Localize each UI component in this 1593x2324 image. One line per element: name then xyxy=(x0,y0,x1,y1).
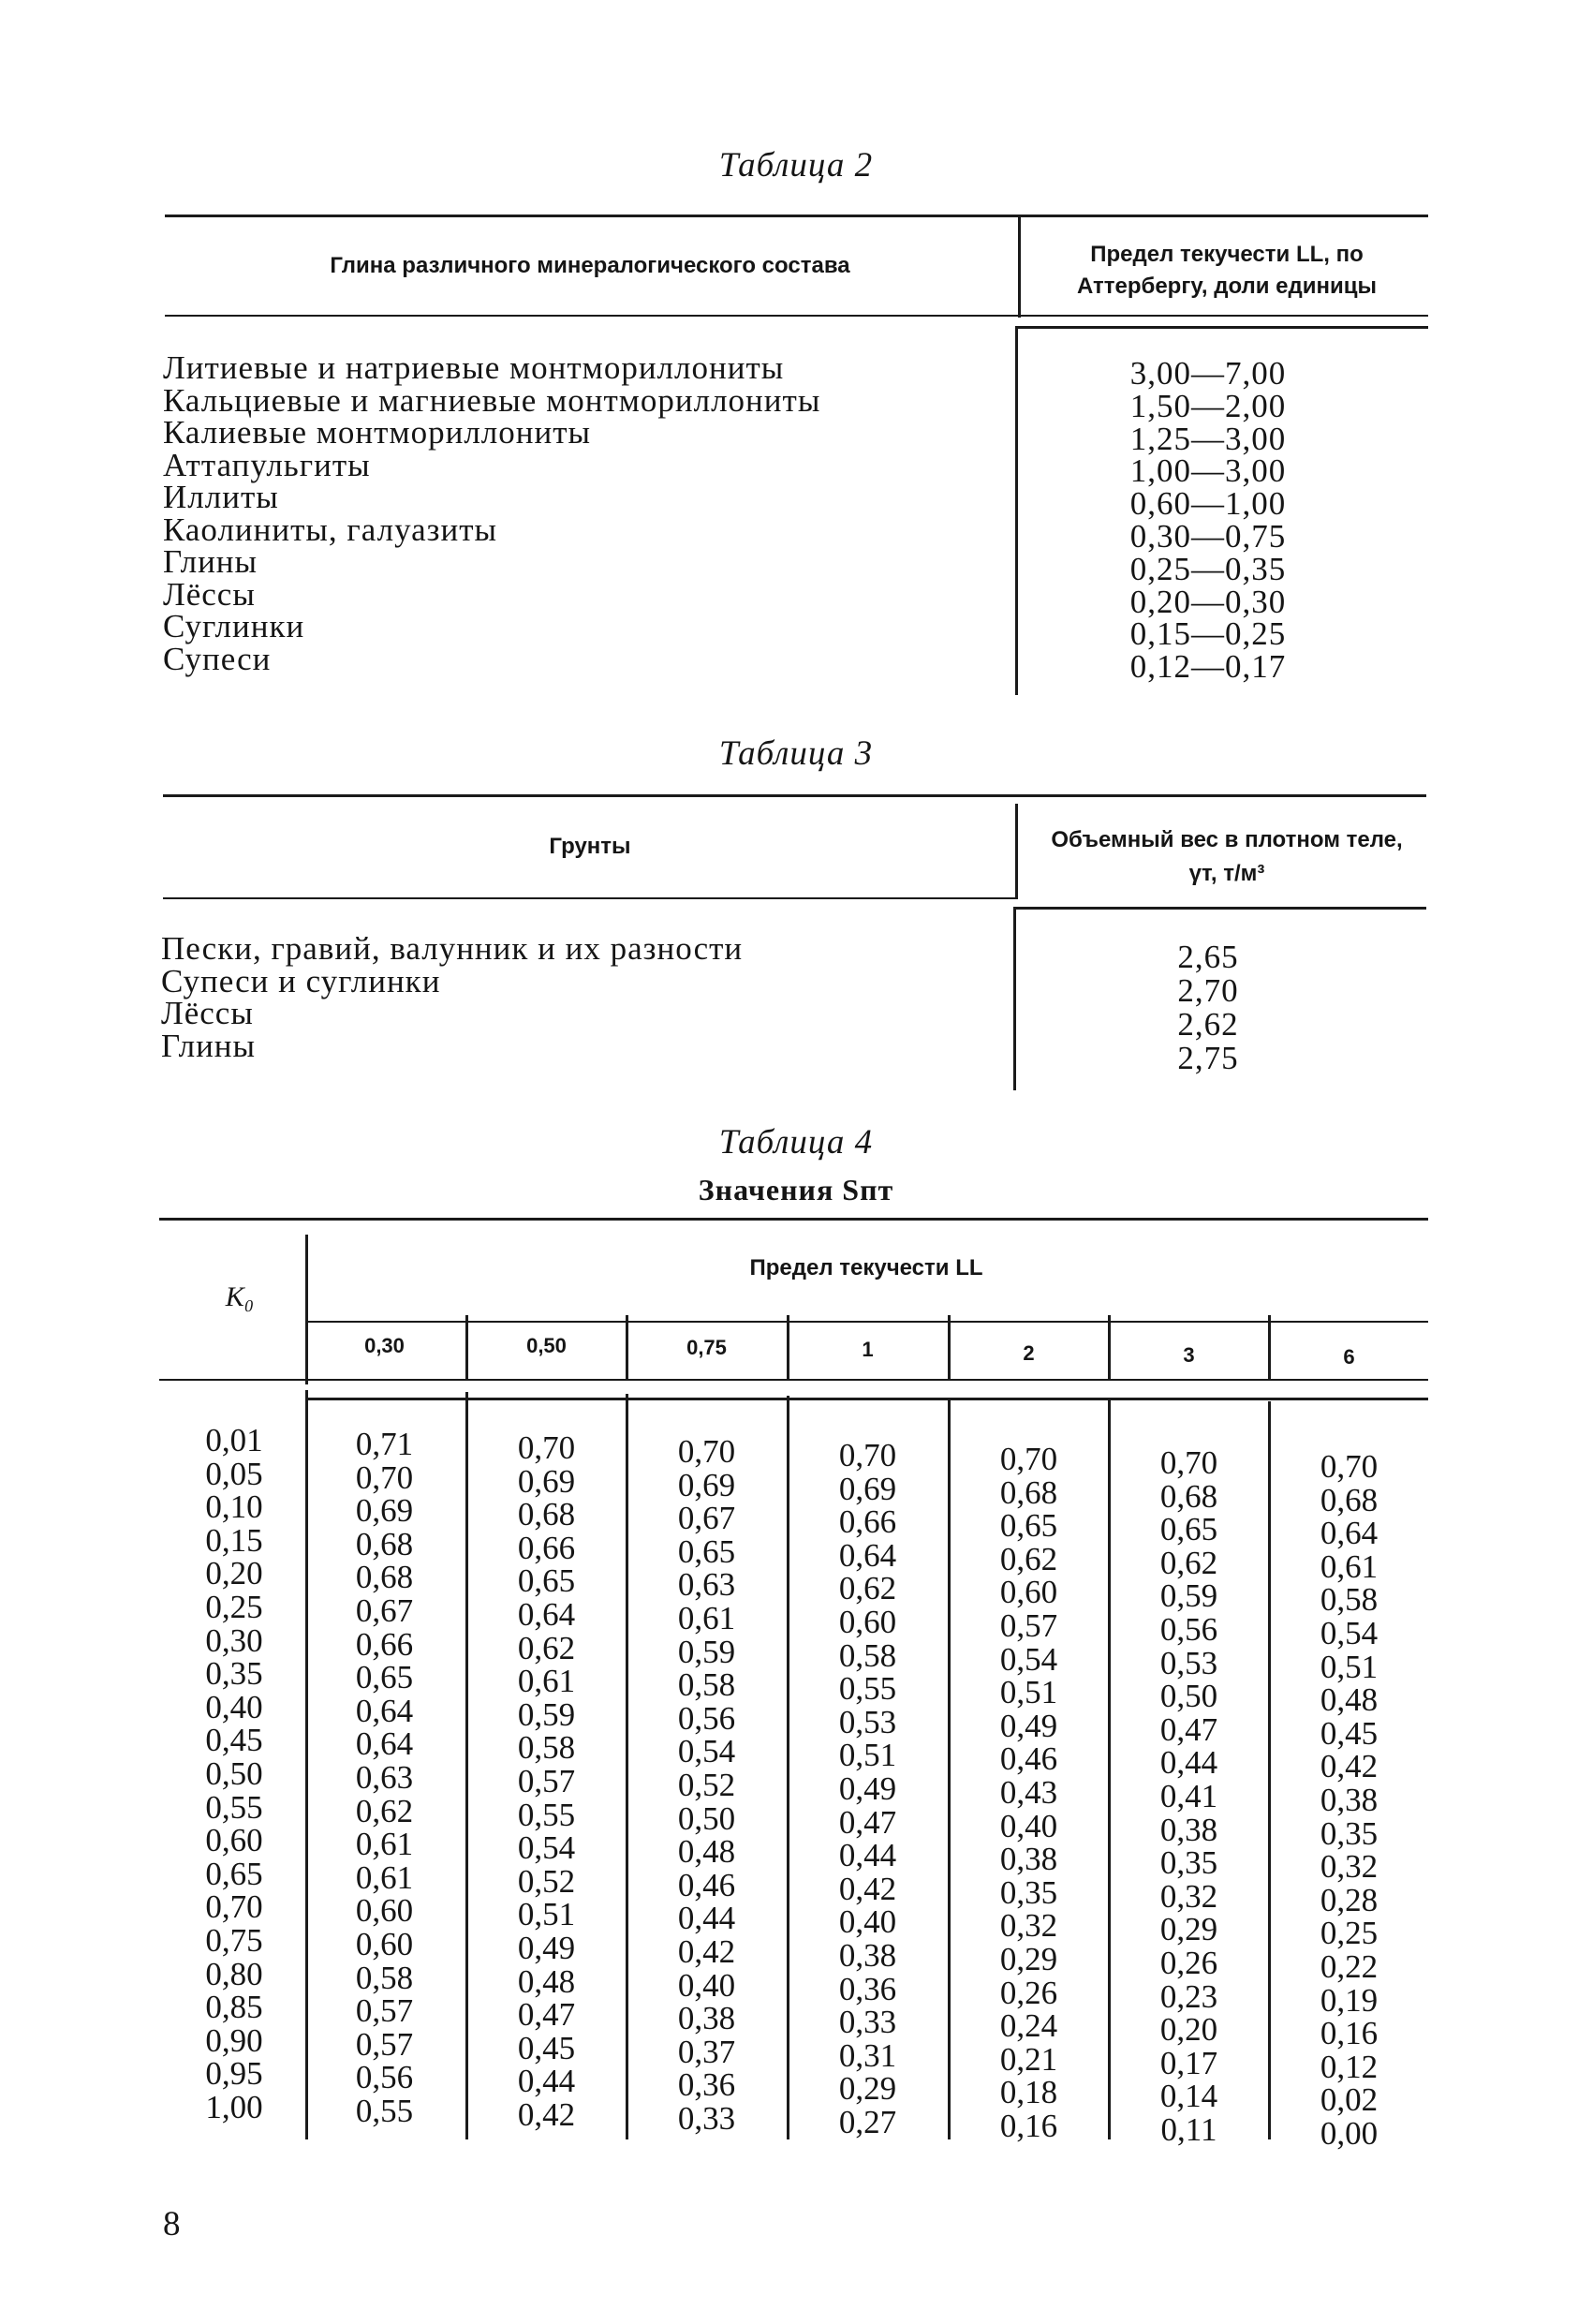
table4-cell: 0,60 xyxy=(838,1603,897,1640)
table4-cell: 0,49 xyxy=(517,1929,576,1966)
table3-header-right: Объемный вес в плотном теле, γт, т/м³ xyxy=(1051,827,1403,886)
table4-cell: 0,23 xyxy=(1159,1977,1218,2015)
table4-caption: Таблица 4 xyxy=(718,1123,874,1162)
table4-cell: 0,38 xyxy=(677,2000,736,2037)
table4-cell: 0,47 xyxy=(517,1996,576,2034)
table4-cell: 0,20 xyxy=(1159,2011,1218,2049)
table4-k0-value: 0,75 xyxy=(205,1921,263,1959)
table2-header-rule-right xyxy=(1018,326,1428,329)
table4-cell: 0,53 xyxy=(1159,1644,1218,1681)
table4-cell: 0,16 xyxy=(999,2107,1058,2144)
table4-cell: 0,70 xyxy=(517,1429,576,1466)
table4-cell: 0,70 xyxy=(355,1458,414,1496)
table4-cell: 0,66 xyxy=(517,1529,576,1566)
table4-cell: 0,65 xyxy=(999,1507,1058,1545)
table2-header-left: Глина различного минералогического состава xyxy=(330,253,850,278)
table4-value-column xyxy=(950,1443,1108,2142)
table4-cell: 0,42 xyxy=(838,1870,897,1907)
table2-row-name: Глины xyxy=(163,543,258,580)
table4-value-column xyxy=(789,1439,947,2139)
table4-cell: 0,61 xyxy=(677,1599,736,1636)
table4-k0-value: 0,40 xyxy=(205,1688,263,1725)
table4-cell: 0,44 xyxy=(677,1900,736,1937)
table4-cell: 0,45 xyxy=(1320,1714,1379,1752)
table4-cell: 0,49 xyxy=(999,1707,1058,1744)
table4-group-header: Предел текучести LL xyxy=(749,1255,983,1280)
table4-cell: 0,31 xyxy=(838,2036,897,2074)
table2-row-value: 1,00—3,00 xyxy=(1129,452,1287,490)
table4-cell: 0,40 xyxy=(999,1807,1058,1844)
table4-cell: 0,48 xyxy=(517,1962,576,2000)
table4-cell: 0,55 xyxy=(838,1670,897,1708)
table4-cell: 0,12 xyxy=(1320,2048,1379,2085)
table4-k0-value: 0,25 xyxy=(205,1588,263,1625)
table4-cell: 0,55 xyxy=(355,2092,414,2129)
table4-cell: 0,22 xyxy=(1320,1947,1379,1985)
table4-header-divider xyxy=(1268,1315,1271,1381)
table4-cell: 0,61 xyxy=(355,1826,414,1863)
table4-cell: 0,65 xyxy=(517,1562,576,1600)
table4-col-header: 0,50 xyxy=(526,1334,567,1357)
table4-cell: 0,52 xyxy=(517,1862,576,1900)
table4-cell: 0,42 xyxy=(517,2095,576,2133)
table4-cell: 0,19 xyxy=(1320,1981,1379,2019)
table4-col-header: 6 xyxy=(1343,1345,1355,1369)
table4-cell: 0,25 xyxy=(1320,1915,1379,1952)
table4-group-rule xyxy=(305,1321,1428,1323)
table4-cell: 0,54 xyxy=(517,1829,576,1867)
table4-cell: 0,44 xyxy=(838,1837,897,1874)
table2-caption: Таблица 2 xyxy=(718,146,874,185)
table4-cell: 0,58 xyxy=(1320,1581,1379,1619)
table4-cell: 0,35 xyxy=(999,1873,1058,1911)
table4-cell: 0,62 xyxy=(355,1792,414,1829)
table3-names xyxy=(161,930,985,1064)
table4-col-header: 2 xyxy=(1023,1341,1035,1365)
table4-cell: 0,41 xyxy=(1159,1777,1218,1814)
table4-cell: 0,58 xyxy=(677,1666,736,1704)
table4-cell: 0,51 xyxy=(999,1674,1058,1711)
table4-cell: 0,58 xyxy=(355,1959,414,1996)
table4-cell: 0,16 xyxy=(1320,2015,1379,2052)
table4-k0-value: 0,15 xyxy=(205,1521,263,1559)
table2-row-value: 0,15—0,25 xyxy=(1129,615,1287,653)
table4-cell: 0,57 xyxy=(355,2025,414,2063)
table4-cell: 0,18 xyxy=(999,2074,1058,2111)
table4-cell: 0,64 xyxy=(517,1595,576,1633)
table4-cell: 0,57 xyxy=(517,1762,576,1799)
table3-row-value: 2,75 xyxy=(1177,1040,1239,1076)
table4-k0-value: 0,35 xyxy=(205,1655,263,1693)
table3-header-rule xyxy=(163,897,1015,899)
table4-cell: 0,57 xyxy=(999,1606,1058,1644)
table4-cell: 0,68 xyxy=(1159,1477,1218,1515)
table4-cell: 0,68 xyxy=(999,1473,1058,1511)
table4-cell: 0,42 xyxy=(1320,1748,1379,1785)
table4-header-divider xyxy=(626,1315,628,1381)
table4-k0-value: 0,95 xyxy=(205,2055,263,2093)
table2-row-name: Литиевые и натриевые монтмориллониты xyxy=(163,349,785,386)
table3-row-value: 2,65 xyxy=(1177,939,1239,975)
table2-row-name: Суглинки xyxy=(163,608,305,644)
table4-header-divider xyxy=(305,1235,308,1384)
table4-cell: 0,60 xyxy=(999,1574,1058,1611)
table4-cell: 0,45 xyxy=(517,2029,576,2066)
table4-cell: 0,44 xyxy=(517,2063,576,2100)
table4-cell: 0,70 xyxy=(1320,1448,1379,1485)
table4-k0-value: 0,10 xyxy=(205,1488,263,1526)
table4-cell: 0,43 xyxy=(999,1773,1058,1811)
table4-k0-value: 0,85 xyxy=(205,1989,263,2026)
table4-cell: 0,48 xyxy=(677,1833,736,1871)
table2-row-value: 0,60—1,00 xyxy=(1129,485,1287,523)
table4-col-header: 1 xyxy=(862,1338,874,1361)
table4-col-header: 0,75 xyxy=(686,1336,727,1359)
table4-k0-value: 0,30 xyxy=(205,1621,263,1659)
table4-k0-value: 0,65 xyxy=(205,1855,263,1892)
table3-row-name: Супеси и суглинки xyxy=(161,962,441,999)
table2-body-divider xyxy=(1015,326,1018,695)
table3-body-divider xyxy=(1013,907,1016,1090)
table4-cell: 0,29 xyxy=(1159,1911,1218,1948)
table4-header-rule-right xyxy=(305,1398,1428,1400)
table3-header-divider xyxy=(1015,804,1018,899)
table4-cell: 0,56 xyxy=(355,2059,414,2096)
table3-header-rule-right xyxy=(1015,907,1426,910)
table4-cell: 0,51 xyxy=(838,1737,897,1774)
table4-cell: 0,33 xyxy=(838,2004,897,2041)
table2-row-name: Калиевые монтмориллониты xyxy=(163,414,592,451)
table4-cell: 0,65 xyxy=(1159,1511,1218,1548)
table4-cell: 0,40 xyxy=(838,1903,897,1941)
table2-row-name: Аттапульгиты xyxy=(163,446,371,483)
table4-cell: 0,62 xyxy=(1159,1544,1218,1581)
table4-cell: 0,35 xyxy=(1320,1814,1379,1852)
table4-cell: 0,29 xyxy=(838,2070,897,2108)
table4-cell: 0,53 xyxy=(838,1703,897,1740)
table4-header-divider xyxy=(787,1315,789,1381)
table4-cell: 0,47 xyxy=(1159,1710,1218,1748)
table2-header-divider xyxy=(1018,215,1021,318)
table4-cell: 0,44 xyxy=(1159,1744,1218,1782)
table4-cell: 0,38 xyxy=(1159,1811,1218,1848)
table4-cell: 0,62 xyxy=(999,1540,1058,1577)
table4-cell: 0,32 xyxy=(1320,1848,1379,1886)
table4-cell: 0,68 xyxy=(355,1559,414,1596)
table2-top-rule xyxy=(165,215,1428,217)
table4-k0-value: 0,01 xyxy=(205,1422,263,1458)
table4-cell: 0,68 xyxy=(1320,1481,1379,1518)
table4-cell: 0,65 xyxy=(677,1532,736,1570)
table2-row-value: 0,25—0,35 xyxy=(1129,550,1287,587)
table4-cell: 0,60 xyxy=(355,1925,414,1962)
table4-col-header: 3 xyxy=(1183,1343,1195,1367)
table4-cell: 0,57 xyxy=(355,1992,414,2030)
table3-row-value: 2,62 xyxy=(1177,1006,1239,1043)
table4-cell: 0,66 xyxy=(355,1625,414,1663)
table4-k0-value: 0,55 xyxy=(205,1788,263,1826)
table4-cell: 0,40 xyxy=(677,1966,736,2004)
page-number: 8 xyxy=(163,2205,181,2243)
table4-cell: 0,51 xyxy=(1320,1648,1379,1685)
table4-cell: 0,68 xyxy=(355,1525,414,1562)
table2-header-right: Предел текучести LL, по Аттербергу, доли единицы xyxy=(1076,242,1378,299)
table4-k0-value: 0,80 xyxy=(205,1955,263,1992)
table4-cell: 0,32 xyxy=(1159,1877,1218,1915)
table4-cell: 0,68 xyxy=(517,1496,576,1533)
table4-cell: 0,54 xyxy=(677,1733,736,1770)
table4-cell: 0,70 xyxy=(1159,1444,1218,1481)
table4-cell: 0,51 xyxy=(517,1896,576,1933)
table4-cell: 0,62 xyxy=(517,1629,576,1666)
table4-cell: 0,61 xyxy=(517,1663,576,1700)
table4-value-column xyxy=(1270,1450,1428,2150)
table4-cell: 0,32 xyxy=(999,1907,1058,1945)
table4-cell: 0,48 xyxy=(1320,1681,1379,1719)
table4-cell: 0,49 xyxy=(838,1769,897,1807)
table4-cell: 0,58 xyxy=(517,1729,576,1767)
table4-cell: 0,55 xyxy=(517,1796,576,1833)
table4-cell: 0,38 xyxy=(999,1841,1058,1878)
table4-cell: 0,69 xyxy=(677,1466,736,1503)
table3-values xyxy=(1068,940,1349,1075)
table4-cell: 0,14 xyxy=(1159,2078,1218,2115)
table4-cell: 0,38 xyxy=(838,1936,897,1974)
table4-cell: 0,56 xyxy=(677,1699,736,1737)
table4-header-divider xyxy=(948,1315,951,1381)
table4-header-divider xyxy=(1108,1315,1111,1381)
table4-cell: 0,67 xyxy=(355,1591,414,1629)
table4-cell: 0,64 xyxy=(838,1536,897,1574)
table4-value-column xyxy=(1110,1446,1268,2146)
table4-k0-value: 0,50 xyxy=(205,1754,263,1792)
table4-cell: 0,11 xyxy=(1160,2110,1217,2148)
table2-row-value: 1,50—2,00 xyxy=(1129,387,1287,424)
table4-header-divider xyxy=(465,1315,468,1381)
table4-cell: 0,70 xyxy=(999,1441,1058,1477)
table4-cell: 0,33 xyxy=(677,2099,736,2137)
table4-cell: 0,26 xyxy=(999,1974,1058,2011)
table4-cell: 0,46 xyxy=(999,1740,1058,1778)
table4-cell: 0,46 xyxy=(677,1866,736,1903)
table2-row-value: 0,12—0,17 xyxy=(1129,648,1287,686)
table4-cell: 0,65 xyxy=(355,1659,414,1696)
table3-row-name: Лёссы xyxy=(161,995,254,1031)
table4-cell: 0,70 xyxy=(677,1433,736,1470)
table4-k0-value: 0,90 xyxy=(205,2021,263,2059)
table4-cell: 0,59 xyxy=(677,1633,736,1670)
table4-cell: 0,52 xyxy=(677,1766,736,1803)
table2-values xyxy=(1068,355,1349,686)
table4-cell: 0,26 xyxy=(1159,1944,1218,1981)
table4-cell: 0,64 xyxy=(355,1725,414,1763)
table3-row-name: Пески, гравий, валунник и их разности xyxy=(161,930,744,967)
table4-cell: 0,17 xyxy=(1159,2044,1218,2081)
table4-value-column xyxy=(467,1431,626,2131)
table4-cell: 0,63 xyxy=(355,1758,414,1796)
table4-cell: 0,24 xyxy=(999,2007,1058,2045)
table3-top-rule xyxy=(163,794,1426,797)
table4-cell: 0,35 xyxy=(1159,1844,1218,1882)
table2-names xyxy=(163,349,987,677)
table2-row-name: Каолиниты, галуазиты xyxy=(163,511,498,548)
table4-header-rule xyxy=(159,1379,1428,1381)
table4-cell: 0,70 xyxy=(838,1437,897,1473)
table4-cell: 0,00 xyxy=(1320,2114,1379,2152)
table4-subtitle: Значения Sпт xyxy=(698,1173,894,1206)
table4-cell: 0,54 xyxy=(999,1640,1058,1678)
table4-cell: 0,59 xyxy=(1159,1577,1218,1615)
table4-row-header: K₀ xyxy=(225,1281,255,1312)
table4-cell: 0,62 xyxy=(838,1570,897,1607)
table2-row-name: Иллиты xyxy=(163,479,279,515)
table4-cell: 0,61 xyxy=(1320,1547,1379,1585)
table4-k0-value: 1,00 xyxy=(205,2088,263,2125)
table2-row-value: 3,00—7,00 xyxy=(1129,355,1287,392)
table4-cell: 0,69 xyxy=(838,1470,897,1507)
table4-cell: 0,36 xyxy=(677,2066,736,2104)
table4-cell: 0,27 xyxy=(838,2103,897,2140)
table3-row-name: Глины xyxy=(161,1027,257,1064)
table4-cell: 0,28 xyxy=(1320,1881,1379,1918)
table4-k0-value: 0,60 xyxy=(205,1822,263,1859)
table4-cell: 0,58 xyxy=(838,1636,897,1674)
table4-cell: 0,02 xyxy=(1320,2081,1379,2119)
table2-row-value: 0,30—0,75 xyxy=(1129,517,1287,555)
table3-row-value: 2,70 xyxy=(1177,972,1239,1009)
table4-cell: 0,56 xyxy=(1159,1610,1218,1648)
table4-cell: 0,38 xyxy=(1320,1781,1379,1818)
table2-row-value: 0,20—0,30 xyxy=(1129,583,1287,620)
table4-cell: 0,61 xyxy=(355,1858,414,1896)
table4-cell: 0,29 xyxy=(999,1940,1058,1977)
table4-cell: 0,50 xyxy=(1159,1678,1218,1715)
table2-row-name: Супеси xyxy=(163,640,272,677)
table4-top-rule xyxy=(159,1218,1428,1221)
table4-col-header: 0,30 xyxy=(364,1334,405,1357)
table4-cell: 0,54 xyxy=(1320,1614,1379,1651)
table4-cell: 0,42 xyxy=(677,1932,736,1970)
table4-k0-column xyxy=(178,1424,290,2124)
table2-row-name: Лёссы xyxy=(163,575,256,613)
table2-header-rule xyxy=(165,315,1428,317)
table3-caption: Таблица 3 xyxy=(718,734,874,773)
table4-cell: 0,64 xyxy=(1320,1515,1379,1552)
table2-row-value: 1,25—3,00 xyxy=(1129,420,1287,457)
table4-value-column xyxy=(305,1428,464,2127)
table4-k0-value: 0,70 xyxy=(205,1888,263,1926)
table4-k0-value: 0,20 xyxy=(205,1555,263,1592)
table4-cell: 0,47 xyxy=(838,1803,897,1841)
table4-cell: 0,50 xyxy=(677,1799,736,1837)
table4-cell: 0,36 xyxy=(838,1970,897,2007)
table4-cell: 0,63 xyxy=(677,1566,736,1604)
table4-value-column xyxy=(627,1435,786,2135)
table4-cell: 0,37 xyxy=(677,2033,736,2070)
table4-cell: 0,67 xyxy=(677,1500,736,1537)
table4-cell: 0,60 xyxy=(355,1892,414,1930)
table2-row-name: Кальциевые и магниевые монтмориллониты xyxy=(163,381,821,419)
table4-cell: 0,21 xyxy=(999,2040,1058,2078)
table4-cell: 0,59 xyxy=(517,1695,576,1733)
table3-header-left: Грунты xyxy=(549,834,631,859)
table4-cell: 0,66 xyxy=(838,1503,897,1541)
table4-cell: 0,69 xyxy=(355,1492,414,1530)
table4-cell: 0,69 xyxy=(517,1462,576,1500)
table4-cell: 0,64 xyxy=(355,1692,414,1729)
table4-k0-value: 0,45 xyxy=(205,1722,263,1759)
table4-cell: 0,71 xyxy=(355,1426,414,1462)
table4-k0-value: 0,05 xyxy=(205,1455,263,1492)
